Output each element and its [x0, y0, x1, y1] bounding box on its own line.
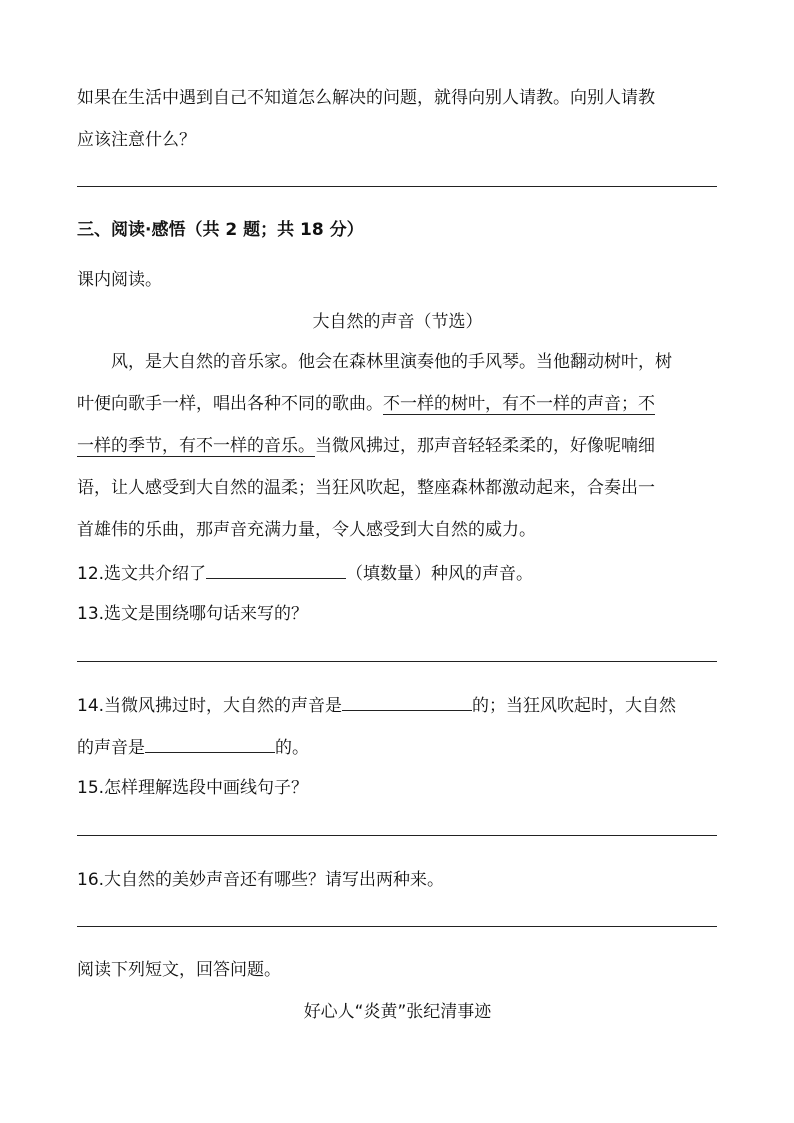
question-14-line-1: 14.当微风拂过时，大自然的声音是 的；当狂风吹起时，大自然: [77, 692, 718, 718]
passage-line-2: 叶便向歌手一样，唱出各种不同的歌曲。不一样的树叶，有不一样的声音；不: [77, 394, 655, 414]
section-heading: 三、阅读·感悟（共 2 题；共 18 分）: [77, 220, 364, 240]
reading-instruction: 课内阅读。: [77, 270, 162, 290]
passage-line-1: 风，是大自然的音乐家。他会在森林里演奏他的手风琴。当他翻动树叶，树: [111, 352, 672, 372]
passage-line-5: 首雄伟的乐曲，那声音充满力量，令人感受到大自然的威力。: [77, 520, 536, 540]
passage-line-3: 一样的季节，有不一样的音乐。当微风拂过，那声音轻轻柔柔的，好像呢喃细: [77, 436, 655, 456]
answer-line: [77, 186, 717, 187]
question-16: 16.大自然的美妙声音还有哪些？请写出两种来。: [77, 870, 445, 890]
fill-blank[interactable]: [342, 692, 472, 711]
passage-title: 大自然的声音（节选）: [312, 312, 483, 332]
question-15: 15.怎样理解选段中画线句子？: [77, 778, 309, 798]
question-14-line-2: 的声音是 的。: [77, 734, 718, 760]
passage-title-2: 好心人“炎黄”张纪清事迹: [303, 1002, 492, 1022]
fill-blank[interactable]: [206, 560, 346, 579]
underlined-sentence: 不一样的树叶，有不一样的声音；不: [383, 394, 655, 414]
intro-question-line-1: 如果在生活中遇到自己不知道怎么解决的问题，就得向别人请教。向别人请教: [77, 88, 655, 108]
passage-line-4: 语，让人感受到大自然的温柔；当狂风吹起，整座森林都激动起来，合奏出一: [77, 478, 655, 498]
reading-instruction-2: 阅读下列短文，回答问题。: [77, 960, 281, 980]
fill-blank[interactable]: [145, 734, 275, 753]
answer-line: [77, 661, 717, 662]
question-13: 13.选文是围绕哪句话来写的？: [77, 604, 309, 624]
intro-question-line-2: 应该注意什么？: [77, 130, 196, 150]
underlined-sentence: 一样的季节，有不一样的音乐。: [77, 436, 315, 456]
question-12: 12.选文共介绍了 （填数量）种风的声音。: [77, 560, 718, 586]
answer-line: [77, 926, 717, 927]
answer-line: [77, 835, 717, 836]
